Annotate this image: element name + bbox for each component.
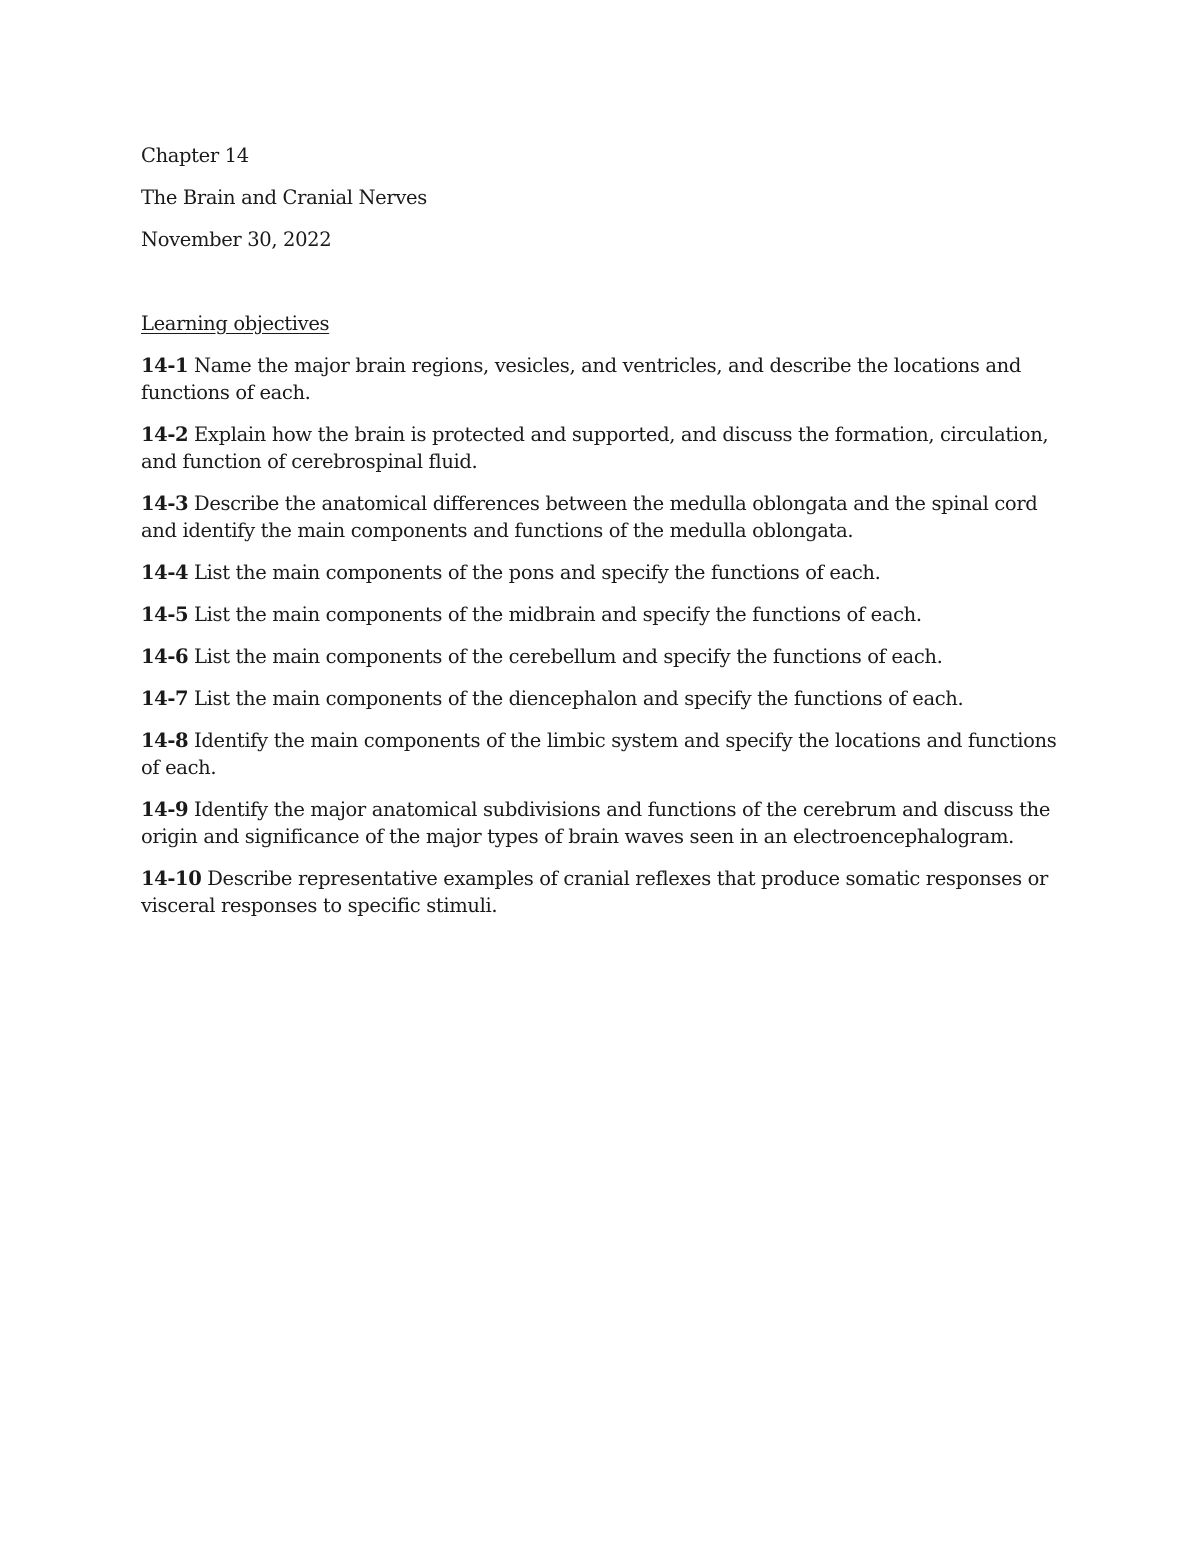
objective-text: List the main components of the midbrain and specify the functions of each. <box>188 603 922 626</box>
objective-item <box>141 727 1061 781</box>
chapter-title: The Brain and Cranial Nerves <box>141 186 427 209</box>
objective-number: 14-4 <box>141 561 189 584</box>
objective-text: List the main components of the diencephalon and specify the functions of each. <box>188 687 964 710</box>
objective-item <box>141 421 1061 475</box>
objective-number: 14-10 <box>141 867 202 890</box>
chapter-number: Chapter 14 <box>141 144 249 167</box>
objective-text: Describe the anatomical differences between the medulla oblongata and the spinal cord and identify the main components and functions of the medulla oblongata. <box>141 492 1038 542</box>
objective-item <box>141 559 1061 586</box>
objective-text: Describe representative examples of cranial reflexes that produce somatic responses or visceral responses to specific stimuli. <box>141 867 1049 917</box>
objective-number: 14-6 <box>141 645 189 668</box>
objective-number: 14-2 <box>141 423 189 446</box>
objective-number: 14-7 <box>141 687 189 710</box>
objective-text: Identify the major anatomical subdivisions and functions of the cerebrum and discuss the origin and significance of the major types of brain waves seen in an electroencephalogram. <box>141 798 1051 848</box>
objective-item <box>141 685 1061 712</box>
objective-number: 14-1 <box>141 354 189 377</box>
objective-text: List the main components of the cerebellum and specify the functions of each. <box>188 645 943 668</box>
objective-item <box>141 796 1061 850</box>
document-date: November 30, 2022 <box>141 228 332 251</box>
objective-item <box>141 601 1061 628</box>
objective-text: Explain how the brain is protected and supported, and discuss the formation, circulation, and function of cerebrospinal fluid. <box>141 423 1049 473</box>
objective-item <box>141 643 1061 670</box>
objective-number: 14-5 <box>141 603 189 626</box>
document-body <box>141 142 1061 934</box>
objective-number: 14-8 <box>141 729 189 752</box>
objective-text: Name the major brain regions, vesicles, and ventricles, and describe the locations and functions of each. <box>141 354 1022 404</box>
objective-text: List the main components of the pons and specify the functions of each. <box>188 561 881 584</box>
objective-item <box>141 352 1061 406</box>
objective-number: 14-9 <box>141 798 189 821</box>
objective-number: 14-3 <box>141 492 189 515</box>
objective-item <box>141 865 1061 919</box>
objective-text: Identify the main components of the limbic system and specify the locations and functions of each. <box>141 729 1057 779</box>
learning-objectives-heading: Learning objectives <box>141 312 330 335</box>
objective-item <box>141 490 1061 544</box>
